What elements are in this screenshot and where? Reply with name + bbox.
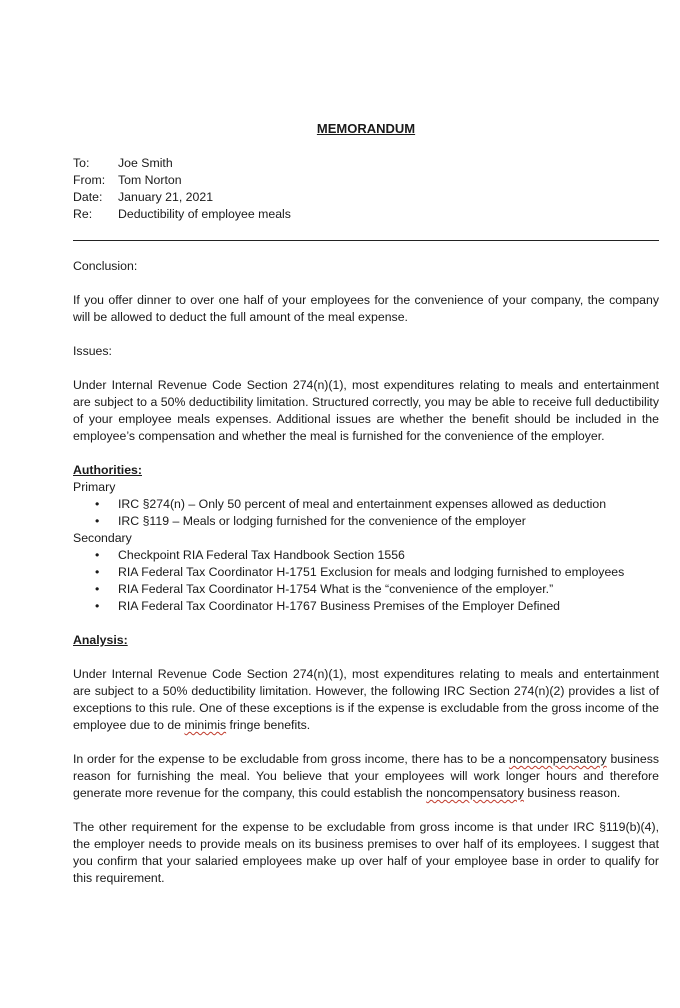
list-item <box>95 496 659 513</box>
spellcheck-word: noncompensatory <box>508 752 607 766</box>
list-item-text: RIA Federal Tax Coordinator H-1751 Exclusion for meals and lodging furnished to employees <box>118 565 625 579</box>
list-item-text: IRC §119 – Meals or lodging furnished for the convenience of the employer <box>118 514 526 528</box>
issues-heading: Issues: <box>73 344 112 358</box>
text-run: Under Internal Revenue Code Section 274(n)(1), most expenditures relating to meals and entertainment are subject to a 50% deductibility limitation. However, the following IRC Section 274(n)(2) provides a list of exceptions to this rule. One of these exceptions is if the expense is excludable from the gross income of the employee due to de <box>73 667 659 732</box>
header-label: To: <box>73 156 90 170</box>
list-item-text: RIA Federal Tax Coordinator H-1754 What is the “convenience of the employer.” <box>118 582 554 596</box>
analysis-paragraph-1 <box>73 666 659 734</box>
header-row-to <box>73 155 291 172</box>
list-item-text: IRC §274(n) – Only 50 percent of meal and entertainment expenses allowed as deduction <box>118 497 607 511</box>
bullet-icon: • <box>95 582 100 596</box>
header-value: Joe Smith <box>118 156 173 170</box>
conclusion-heading: Conclusion: <box>73 259 138 273</box>
header-label: Re: <box>73 207 93 221</box>
spacer <box>73 615 659 632</box>
header-value: January 21, 2021 <box>118 190 214 204</box>
primary-label: Primary <box>73 480 116 494</box>
list-item <box>95 547 659 564</box>
list-item-text: Checkpoint RIA Federal Tax Handbook Section 1556 <box>118 548 405 562</box>
list-item-text: RIA Federal Tax Coordinator H-1767 Business Premises of the Employer Defined <box>118 599 560 613</box>
header-value: Deductibility of employee meals <box>118 207 291 221</box>
bullet-icon: • <box>95 565 100 579</box>
list-item <box>95 564 659 581</box>
list-item <box>95 513 659 530</box>
bullet-icon: • <box>95 599 100 613</box>
spellcheck-word: minimis <box>184 718 227 732</box>
text-run: fringe benefits. <box>226 718 311 732</box>
secondary-label: Secondary <box>73 531 132 545</box>
text-run: In order for the expense to be excludable from gross income, there has to be a <box>73 752 509 766</box>
header-label: Date: <box>73 190 103 204</box>
secondary-list <box>73 547 659 615</box>
memo-title: MEMORANDUM <box>316 121 416 136</box>
header-row-re <box>73 206 291 223</box>
text-run: business reason for furnishing the meal. You believe that your employees will work longer hours and therefore generate more revenue for the company, this could establish the <box>73 752 660 800</box>
primary-list <box>73 496 659 530</box>
bullet-icon: • <box>95 548 100 562</box>
text-run: business reason. <box>523 786 621 800</box>
header-row-date <box>73 189 291 206</box>
header-value: Tom Norton <box>118 173 182 187</box>
list-item <box>95 581 659 598</box>
spellcheck-word: noncompensatory <box>426 786 524 800</box>
header-row-from <box>73 172 291 189</box>
analysis-paragraph-3: The other requirement for the expense to be excludable from gross income is that under IRC §119(b)(4), the employer needs to provide meals on its business premises to over half of its employees. I suggest that you confirm that your salaried employees make up over half of your employee base in order to qualify for this requirement. <box>73 820 659 885</box>
header-divider <box>73 240 659 241</box>
conclusion-text: If you offer dinner to over one half of your employees for the convenience of your company, the company will be allowed to deduct the full amount of the meal expense. <box>73 293 659 324</box>
list-item <box>95 598 659 615</box>
memo-header <box>73 155 291 223</box>
header-label: From: <box>73 173 106 187</box>
analysis-heading: Analysis: <box>73 633 128 647</box>
authorities-heading: Authorities: <box>73 463 142 477</box>
bullet-icon: • <box>95 497 100 511</box>
analysis-paragraph-2 <box>73 751 659 802</box>
memo-page <box>73 120 659 904</box>
issues-text: Under Internal Revenue Code Section 274(n)(1), most expenditures relating to meals and entertainment are subject to a 50% deductibility limitation. Structured correctly, you may be able to receive full deductibility of your employee meals expenses. Additional issues are whether the benefit should be included in the employee’s compensation and whether the meal is furnished for the convenience of the employer. <box>73 378 659 443</box>
bullet-icon: • <box>95 514 100 528</box>
